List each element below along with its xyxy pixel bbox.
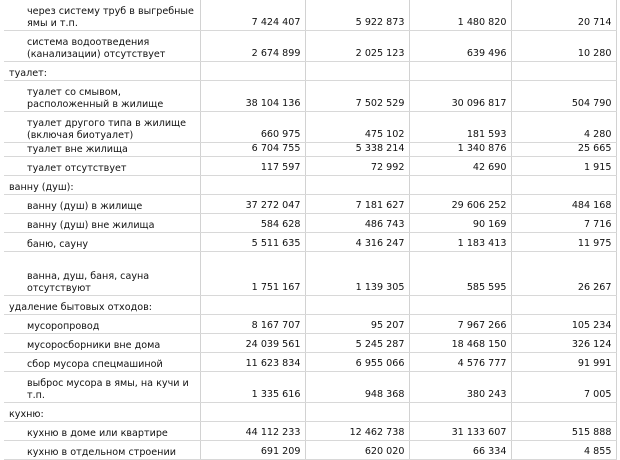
row-label: туалет другого типа в жилище (включая биотуалет)	[27, 118, 186, 141]
table-row	[4, 441, 616, 460]
value-cell-col-1: 24 039 561	[200, 334, 305, 353]
table-row	[4, 157, 616, 176]
value-cell-col-4: 7 005	[511, 372, 616, 403]
row-label: кухню в доме или квартире	[27, 428, 168, 439]
value-cell-col-3	[409, 296, 511, 315]
value-cell-col-3: 29 606 252	[409, 195, 511, 214]
row-label-cell	[4, 233, 200, 252]
value-cell-col-4: 484 168	[511, 195, 616, 214]
table-row	[4, 353, 616, 372]
row-label-cell	[4, 353, 200, 372]
value-cell-col-1: 5 511 635	[200, 233, 305, 252]
value-cell-col-4: 7 716	[511, 214, 616, 233]
value-cell-col-4: 4 280	[511, 112, 616, 143]
value-cell-col-2	[305, 296, 409, 315]
value-cell-col-4: 515 888	[511, 422, 616, 441]
table-row	[4, 334, 616, 353]
value-cell-col-3: 380 243	[409, 372, 511, 403]
value-cell-col-2: 7 502 529	[305, 81, 409, 112]
value-cell-col-1: 37 272 047	[200, 195, 305, 214]
value-cell-col-2: 1 139 305	[305, 252, 409, 296]
row-label-cell	[4, 252, 200, 296]
row-label: кухню:	[9, 409, 44, 420]
row-label: мусоропровод	[27, 321, 100, 332]
value-cell-col-3	[409, 62, 511, 81]
value-cell-col-3: 7 967 266	[409, 315, 511, 334]
row-label-cell	[4, 31, 200, 62]
value-cell-col-2: 486 743	[305, 214, 409, 233]
value-cell-col-1: 2 674 899	[200, 31, 305, 62]
value-cell-col-1: 584 628	[200, 214, 305, 233]
value-cell-col-4: 504 790	[511, 81, 616, 112]
row-label-cell	[4, 296, 200, 315]
value-cell-col-1: 38 104 136	[200, 81, 305, 112]
row-label: через систему труб в выгребные ямы и т.п.	[27, 6, 194, 29]
value-cell-col-3: 1 480 820	[409, 0, 511, 31]
value-cell-col-4: 326 124	[511, 334, 616, 353]
value-cell-col-1: 117 597	[200, 157, 305, 176]
value-cell-col-3: 18 468 150	[409, 334, 511, 353]
section-header-row	[4, 296, 616, 315]
value-cell-col-2: 620 020	[305, 441, 409, 460]
value-cell-col-3: 1 340 876	[409, 143, 511, 157]
table-row	[4, 214, 616, 233]
value-cell-col-4: 25 665	[511, 143, 616, 157]
value-cell-col-1	[200, 176, 305, 195]
value-cell-col-4: 1 915	[511, 157, 616, 176]
row-label: кухню в отдельном строении	[27, 447, 176, 458]
value-cell-col-1	[200, 62, 305, 81]
row-label-cell	[4, 441, 200, 460]
table-row	[4, 233, 616, 252]
value-cell-col-2: 475 102	[305, 112, 409, 143]
value-cell-col-3: 90 169	[409, 214, 511, 233]
table-row	[4, 195, 616, 214]
row-label: туалет отсутствует	[27, 163, 127, 174]
table-row	[4, 422, 616, 441]
value-cell-col-1	[200, 296, 305, 315]
value-cell-col-4	[511, 176, 616, 195]
value-cell-col-2: 4 316 247	[305, 233, 409, 252]
row-label-cell	[4, 372, 200, 403]
row-label-cell	[4, 112, 200, 143]
row-label-cell	[4, 157, 200, 176]
table-row	[4, 252, 616, 296]
value-cell-col-4	[511, 296, 616, 315]
section-header-row	[4, 176, 616, 195]
row-label-cell	[4, 62, 200, 81]
value-cell-col-3: 31 133 607	[409, 422, 511, 441]
value-cell-col-3: 42 690	[409, 157, 511, 176]
value-cell-col-2: 72 992	[305, 157, 409, 176]
row-label: ванна, душ, баня, сауна отсутствуют	[27, 271, 150, 294]
value-cell-col-4: 4 855	[511, 441, 616, 460]
value-cell-col-1: 11 623 834	[200, 353, 305, 372]
value-cell-col-1: 1 335 616	[200, 372, 305, 403]
row-label: ванну (душ) вне жилища	[27, 220, 155, 231]
table-row	[4, 143, 616, 157]
value-cell-col-2: 12 462 738	[305, 422, 409, 441]
row-label-cell	[4, 195, 200, 214]
value-cell-col-2: 7 181 627	[305, 195, 409, 214]
table-row	[4, 315, 616, 334]
value-cell-col-3: 585 595	[409, 252, 511, 296]
row-label: туалет:	[9, 68, 48, 79]
row-label: ванну (душ) в жилище	[27, 201, 143, 212]
value-cell-col-4: 91 991	[511, 353, 616, 372]
row-label-cell	[4, 214, 200, 233]
value-cell-col-3: 1 183 413	[409, 233, 511, 252]
value-cell-col-2	[305, 62, 409, 81]
value-cell-col-1: 1 751 167	[200, 252, 305, 296]
row-label-cell	[4, 315, 200, 334]
value-cell-col-4: 11 975	[511, 233, 616, 252]
table-row	[4, 31, 616, 62]
value-cell-col-3: 66 334	[409, 441, 511, 460]
row-label: удаление бытовых отходов:	[9, 302, 152, 313]
value-cell-col-1: 8 167 707	[200, 315, 305, 334]
row-label-cell	[4, 422, 200, 441]
value-cell-col-1: 6 704 755	[200, 143, 305, 157]
row-label: система водоотведения (канализации) отсутствует	[27, 37, 166, 60]
table-body	[4, 0, 616, 460]
row-label: мусоросборники вне дома	[27, 340, 161, 351]
value-cell-col-1: 7 424 407	[200, 0, 305, 31]
statistics-table	[4, 0, 617, 460]
value-cell-col-2	[305, 176, 409, 195]
statistics-table-sheet	[4, 0, 616, 458]
table-row	[4, 0, 616, 31]
row-label: ванну (душ):	[9, 182, 74, 193]
value-cell-col-4: 10 280	[511, 31, 616, 62]
table-row	[4, 81, 616, 112]
value-cell-col-3: 30 096 817	[409, 81, 511, 112]
value-cell-col-4	[511, 62, 616, 81]
row-label: туалет вне жилища	[27, 144, 128, 155]
row-label: туалет со смывом, расположенный в жилище	[27, 87, 164, 110]
value-cell-col-2: 95 207	[305, 315, 409, 334]
value-cell-col-1: 44 112 233	[200, 422, 305, 441]
value-cell-col-4: 105 234	[511, 315, 616, 334]
row-label-cell	[4, 143, 200, 157]
row-label-cell	[4, 176, 200, 195]
value-cell-col-2: 948 368	[305, 372, 409, 403]
row-label-cell	[4, 81, 200, 112]
value-cell-col-3: 181 593	[409, 112, 511, 143]
value-cell-col-4: 20 714	[511, 0, 616, 31]
section-header-row	[4, 62, 616, 81]
value-cell-col-3: 639 496	[409, 31, 511, 62]
value-cell-col-2: 2 025 123	[305, 31, 409, 62]
value-cell-col-2: 5 922 873	[305, 0, 409, 31]
row-label: баню, сауну	[27, 239, 89, 250]
value-cell-col-4: 26 267	[511, 252, 616, 296]
value-cell-col-2: 6 955 066	[305, 353, 409, 372]
row-label-cell	[4, 334, 200, 353]
row-label-cell	[4, 0, 200, 31]
table-row	[4, 112, 616, 143]
value-cell-col-2: 5 245 287	[305, 334, 409, 353]
value-cell-col-3	[409, 176, 511, 195]
value-cell-col-1: 660 975	[200, 112, 305, 143]
row-label: выброс мусора в ямы, на кучи и т.п.	[27, 378, 189, 401]
value-cell-col-3: 4 576 777	[409, 353, 511, 372]
value-cell-col-2: 5 338 214	[305, 143, 409, 157]
row-label: сбор мусора спецмашиной	[27, 359, 163, 370]
table-row	[4, 372, 616, 403]
value-cell-col-1: 691 209	[200, 441, 305, 460]
